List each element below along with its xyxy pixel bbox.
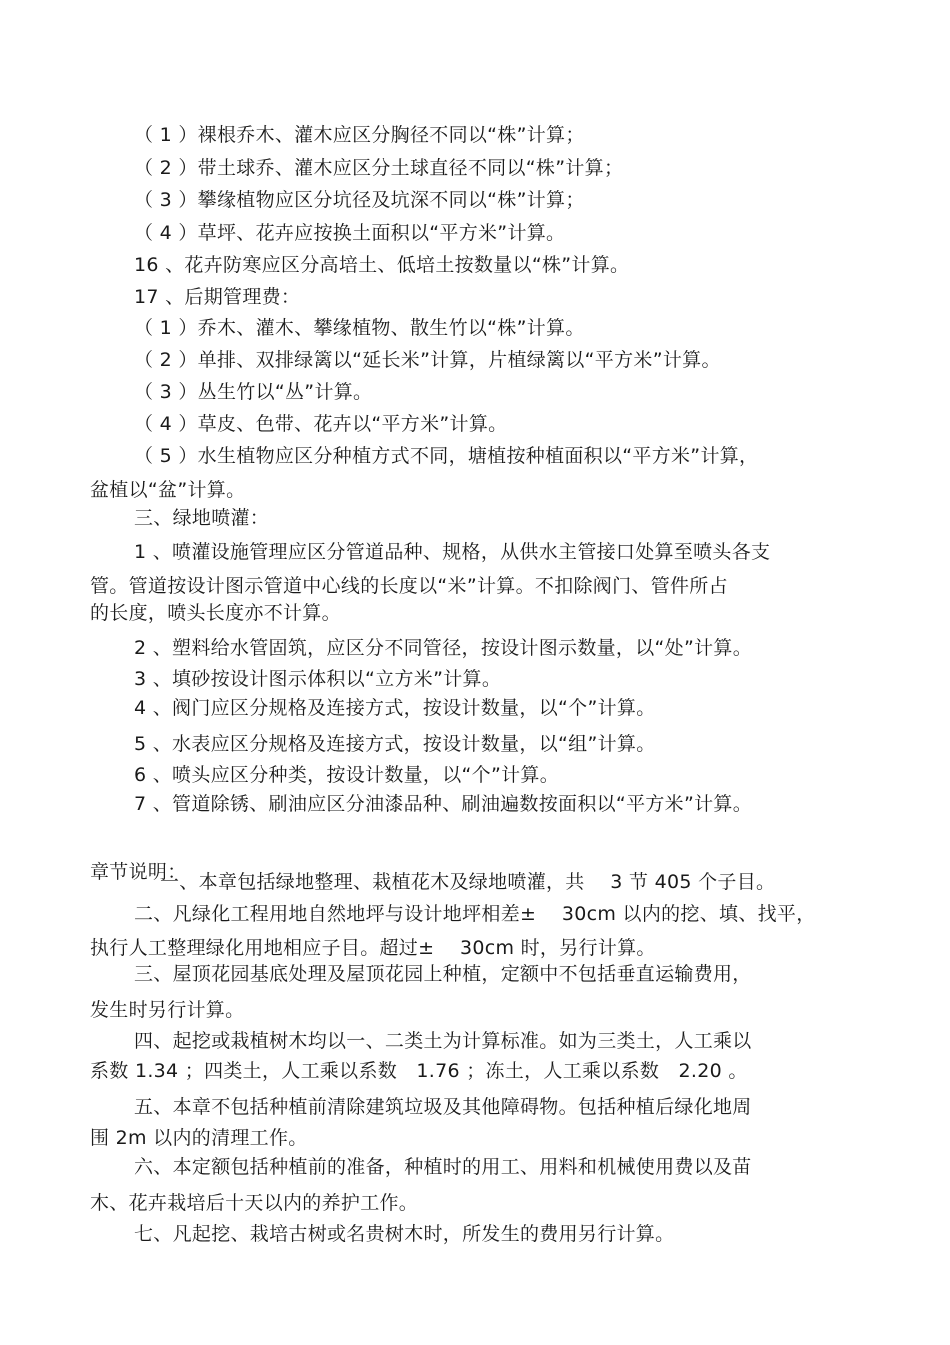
text-line-11: （ 5 ）水生植物应区分种植方式不同，塘植按种植面积以“平方米”计算， bbox=[134, 445, 759, 467]
text-line-26: 执行人工整理绿化用地相应子目。超过± 30cm 时，另行计算。 bbox=[90, 937, 656, 959]
text-line-25: 二、凡绿化工程用地自然地坪与设计地坪相差± 30cm 以内的挖、填、找平， bbox=[134, 903, 816, 925]
text-line-4: （ 4 ）草坪、花卉应按换土面积以“平方米”计算。 bbox=[134, 222, 566, 244]
text-line-16: 的长度，喷头长度亦不计算。 bbox=[90, 602, 341, 624]
text-line-12: 盆植以“盆”计算。 bbox=[90, 479, 246, 501]
text-line-17: 2 、塑料给水管固筑，应区分不同管径，按设计图示数量，以“处”计算。 bbox=[134, 637, 753, 659]
text-line-7: （ 1 ）乔木、灌木、攀缘植物、散生竹以“株”计算。 bbox=[134, 317, 585, 339]
text-line-8: （ 2 ）单排、双排绿篱以“延长米”计算，片植绿篱以“平方米”计算。 bbox=[134, 349, 721, 371]
text-line-35: 七、凡起挖、栽培古树或名贵树木时，所发生的费用另行计算。 bbox=[134, 1223, 675, 1245]
text-line-22: 7 、管道除锈、刷油应区分油漆品种、刷油遍数按面积以“平方米”计算。 bbox=[134, 793, 753, 815]
text-line-2: （ 2 ）带土球乔、灌木应区分土球直径不同以“株”计算； bbox=[134, 157, 624, 179]
text-line-9: （ 3 ）丛生竹以“丛”计算。 bbox=[134, 381, 373, 403]
text-line-32: 围 2m 以内的清理工作。 bbox=[90, 1127, 308, 1149]
text-line-21: 6 、喷头应区分种类，按设计数量，以“个”计算。 bbox=[134, 764, 560, 786]
text-line-24: 一、本章包括绿地整理、栽植花木及绿地喷灌，共 3 节 405 个子目。 bbox=[160, 871, 776, 893]
text-line-29: 四、起挖或栽植树木均以一、二类土为计算标准。如为三类土，人工乘以 bbox=[134, 1030, 752, 1052]
text-line-14: 1 、喷灌设施管理应区分管道品种、规格，从供水主管接口处算至喷头各支 bbox=[134, 541, 771, 563]
text-line-31: 五、本章不包括种植前清除建筑垃圾及其他障碍物。包括种植后绿化地周 bbox=[134, 1096, 752, 1118]
chapter-notes-heading: 章节说明： bbox=[90, 861, 187, 883]
text-line-33: 六、本定额包括种植前的准备，种植时的用工、用料和机械使用费以及苗 bbox=[134, 1156, 752, 1178]
text-line-28: 发生时另行计算。 bbox=[90, 999, 245, 1021]
text-line-5: 16 、花卉防寒应区分高培土、低培土按数量以“株”计算。 bbox=[134, 254, 630, 276]
text-line-15: 管。管道按设计图示管道中心线的长度以“米”计算。不扣除阀门、管件所占 bbox=[90, 575, 728, 597]
text-line-30: 系数 1.34 ；四类土，人工乘以系数 1.76 ；冻土，人工乘以系数 2.20 。 bbox=[90, 1060, 748, 1082]
text-line-27: 三、屋顶花园基底处理及屋顶花园上种植，定额中不包括垂直运输费用， bbox=[134, 963, 752, 985]
section-heading-irrigation: 三、绿地喷灌： bbox=[134, 507, 270, 529]
text-line-1: （ 1 ）裸根乔木、灌木应区分胸径不同以“株”计算； bbox=[134, 124, 585, 146]
text-line-19: 4 、阀门应区分规格及连接方式，按设计数量，以“个”计算。 bbox=[134, 697, 656, 719]
text-line-10: （ 4 ）草皮、色带、花卉以“平方米”计算。 bbox=[134, 413, 508, 435]
text-line-6: 17 、后期管理费： bbox=[134, 286, 301, 308]
text-line-3: （ 3 ）攀缘植物应区分坑径及坑深不同以“株”计算； bbox=[134, 189, 585, 211]
text-line-18: 3 、填砂按设计图示体积以“立方米”计算。 bbox=[134, 668, 502, 690]
text-line-20: 5 、水表应区分规格及连接方式，按设计数量，以“组”计算。 bbox=[134, 733, 656, 755]
text-line-34: 木、花卉栽培后十天以内的养护工作。 bbox=[90, 1192, 419, 1214]
